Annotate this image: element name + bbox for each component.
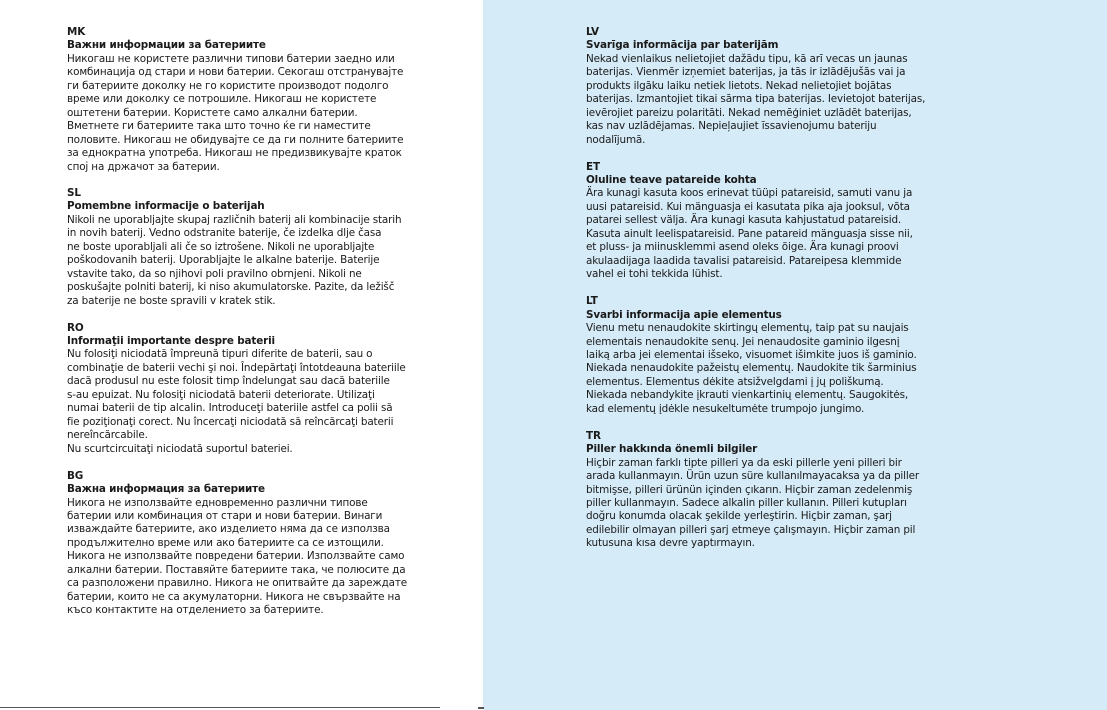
section-code: LT (586, 295, 598, 308)
section-sl (67, 187, 417, 308)
page-mark (478, 707, 484, 709)
section-heading: Oluline teave patareide kohta (586, 174, 757, 187)
section-body: Никогаш не користете различни типови батерии заедно или комбинација од стари и нови батерии. Секогаш отстранувајте ги батериите доколку не го користите производот подолго време или доколку се потрошиле. Никогаш не користете оштетени батерии. Користете само алкални батерии. Вметнете ги батериите така што точно ќе ги наместите половите. Никогаш не обидувајте се да ги полните батериите за еднократна употреба. Никогаш не предизвикувајте краток спој на држачот за батерии. (67, 52, 404, 173)
right-column (586, 26, 936, 551)
section-body: Никога не използвайте едновременно различни типове батерии или комбинация от стари и нови батерии. Винаги изваждайте батериите, ако изделието няма да се използва продължително време или ако батериите са се изтощили. Никога не използвайте повредени батерии. Използвайте само алкални батерии. Поставяйте батериите така, че полюсите да са разположени правилно. Никога не опитвайте да зареждате батерии, които не са акумулаторни. Никога не свързвайте на късо контактите на отделението за батериите. (67, 496, 407, 617)
section-body: Hiçbir zaman farklı tipte pilleri ya da eski pillerle yeni pilleri bir arada kullanmayın. Ürün uzun süre kullanılmayacaksa ya da piller bitmişse, pilleri ürünün içinden çıkarın. Hiçbir zaman zedelenmiş piller kullanmayın. Sadece alkalin piller kullanın. Pilleri kutupları doğru konumda olacak şekilde yerleştirin. Hiçbir zaman, şarj edilebilir olmayan pilleri şarj etmeye çalışmayın. Hiçbir zaman pil kutusuna kısa devre yaptırmayın. (586, 456, 919, 550)
section-body: Nu folosiţi niciodată împreună tipuri diferite de baterii, sau o combinaţie de baterii vechi şi noi. Îndepărtaţi întotdeauna bateriile dacă produsul nu este folosit timp îndelungat sau dacă bateriile s-au epuizat. Nu folosiţi niciodată baterii deteriorate. Utilizaţi numai baterii de tip alcalin. Introduceţi bateriile astfel ca polii să fie poziţionaţi corect. Nu încercaţi niciodată să reîncărcaţi baterii nereîncărcabile. Nu scurtcircuitaţi niciodată suportul bateriei. (67, 348, 406, 455)
section-body: Vienu metu nenaudokite skirtingų elementų, taip pat su naujais elementais nenaudokite senų. Jei nenaudosite gaminio ilgesnį laiką arba jei elementai išseko, visuomet išimkite juos iš gaminio. Niekada nenaudokite pažeistų elementų. Naudokite tik šarminius elementus. Elementus dėkite atsižvelgdami į jų poliškumą. Niekada nebandykite įkrauti vienkartinių elementų. Saugokitės, kad elementų įdėkle nesukeltumėte trumpojo jungimo. (586, 322, 917, 415)
left-column (67, 26, 417, 618)
section-heading: Pomembne informacije o baterijah (67, 200, 265, 213)
section-code: LV (586, 26, 599, 38)
section-body: Nikoli ne uporabljajte skupaj različnih baterij ali kombinacije starih in novih baterij. Vedno odstranite baterije, če izdelka dlje časa ne boste uporabljali ali če so iztrošene. Nikoli ne uporabljajte poškodovanih baterij. Uporabljajte le alkalne baterije. Baterije vstavite tako, da so njihovi poli pravilno obrnjeni. Nikoli ne poskušajte polniti baterij, ki niso akumulatorske. Pazite, da ležišč za baterije ne boste spravili v kratek stik. (67, 213, 402, 307)
footer-rule (0, 707, 440, 708)
section-code: ET (586, 160, 600, 173)
section-ro (67, 322, 417, 457)
section-heading: Piller hakkında önemli bilgiler (586, 443, 758, 456)
section-mk (67, 26, 417, 174)
section-heading: Важна информация за батериите (67, 483, 265, 496)
section-heading: Важни информации за батериите (67, 39, 266, 52)
section-body: Nekad vienlaikus nelietojiet dažādu tipu, kā arī vecas un jaunas baterijas. Vienmēr izņemiet baterijas, ja tās ir izlādējušās vai ja produkts ilgāku laiku netiek lietots. Nekad nelietojiet bojātas baterijas. Izmantojiet tikai sārma tipa baterijas. Ievietojot baterijas, ievērojiet pareizu polaritāti. Nekad nemēģiniet uzlādēt baterijas, kas nav uzlādējamas. Nepieļaujiet īssavienojumu bateriju nodalījumā. (586, 52, 926, 146)
section-code: TR (586, 429, 601, 442)
section-heading: Svarbi informacija apie elementus (586, 308, 782, 321)
section-lv (586, 26, 936, 147)
section-bg (67, 470, 417, 618)
section-code: BG (67, 469, 84, 482)
section-code: RO (67, 321, 84, 334)
section-code: SL (67, 186, 81, 199)
section-body: Ära kunagi kasuta koos erinevat tüüpi patareisid, samuti vanu ja uusi patareisid. Kui mänguasja ei kasutata pika aja jooksul, võta patarei sellest välja. Ära kunagi kasuta kahjustatud patareisid. Kasuta ainult leelispatareisid. Pane patareid mänguasja sisse nii, et pluss- ja miinusklemmi asend oleks õige. Ära kunagi proovi akulaadijaga laadida tavalisi patareisid. Patareipesa klemmide vahel ei tohi tekkida lühist. (586, 187, 913, 281)
section-code: MK (67, 26, 86, 38)
section-heading: Informaţii importante despre baterii (67, 335, 275, 348)
section-heading: Svarīga informācija par baterijām (586, 39, 779, 52)
section-et (586, 161, 936, 282)
section-tr (586, 430, 936, 551)
section-lt (586, 295, 936, 416)
